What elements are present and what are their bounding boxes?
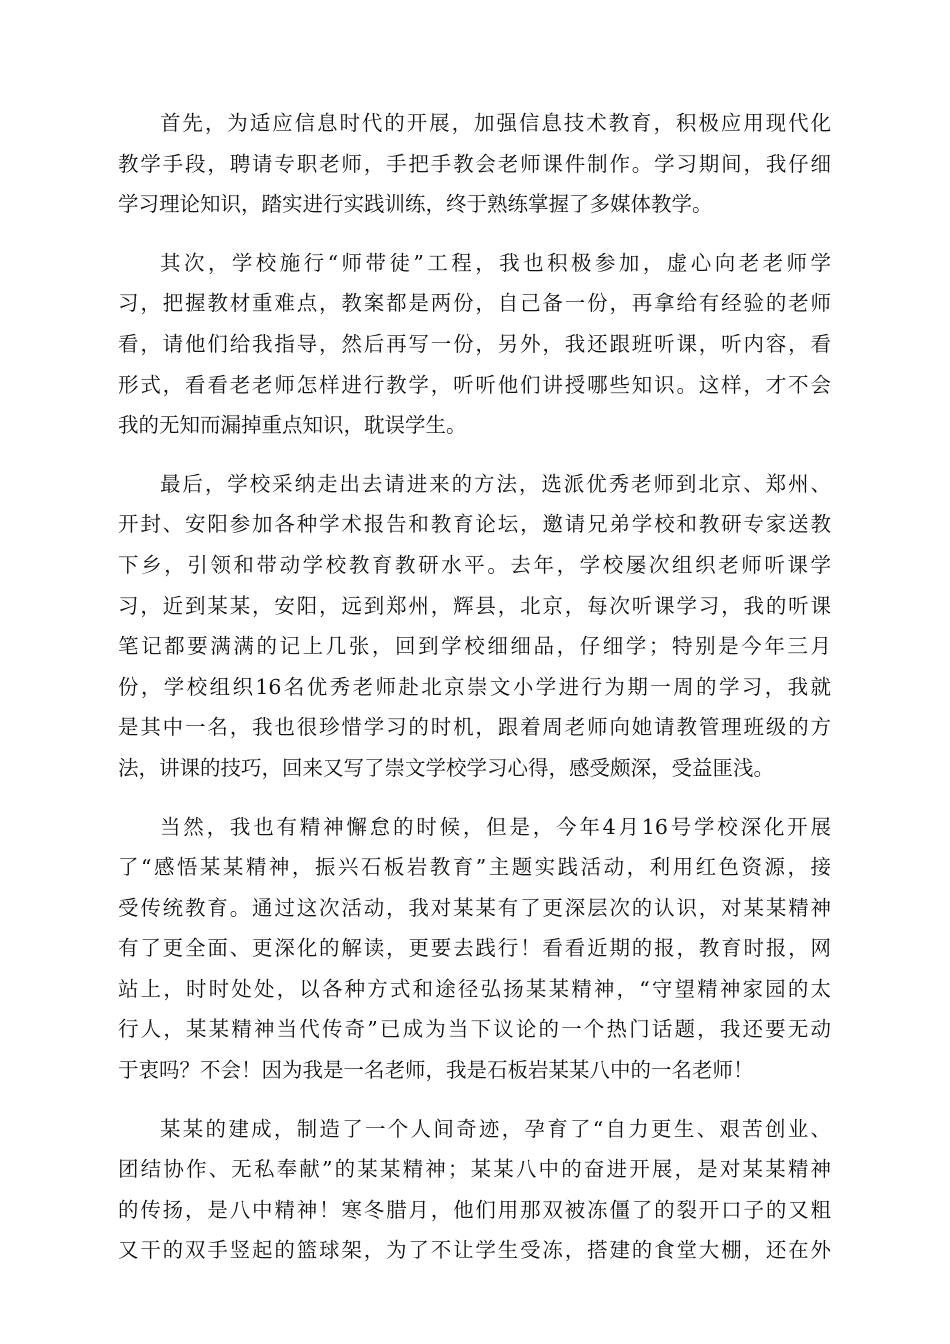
text-line: 笔记都要满满的记上几张，回到学校细细品，仔细学；特别是今年三月 [118, 634, 831, 659]
text-line: 最后，学校采纳走出去请进来的方法，选派优秀老师到北京、郑州、 [160, 471, 831, 496]
text-line: 的传扬，是八中精神！寒冬腊月，他们用那双被冻僵了的裂开口子的又粗 [118, 1197, 831, 1222]
text-line: 于衷吗？不会！因为我是一名老师，我是石板岩某某八中的一名老师！ [118, 1058, 754, 1083]
text-line: 学习理论知识，踏实进行实践训练，终于熟练掌握了多媒体教学。 [118, 192, 713, 217]
text-line: 某某的建成，制造了一个人间奇迹，孕育了“自力更生、艰苦创业、 [160, 1116, 831, 1141]
text-line: 习，近到某某，安阳，远到郑州，辉县，北京，每次听课学习，我的听课 [118, 593, 831, 618]
text-line: 我的无知而漏掉重点知识，耽误学生。 [118, 413, 467, 438]
text-line: 看，请他们给我指导，然后再写一份，另外，我还跟班听课，听内容，看 [118, 331, 831, 356]
text-line: 又干的双手竖起的篮球架，为了不让学生受冻，搭建的食堂大棚，还在外 [118, 1238, 831, 1263]
text-line: 了“感悟某某精神，振兴石板岩教育”主题实践活动，利用红色资源，接 [118, 855, 831, 880]
text-line: 下乡，引领和带动学校教育教研水平。去年，学校屡次组织老师听课学 [118, 552, 831, 577]
text-line: 当然，我也有精神懈怠的时候，但是，今年4月16号学校深化开展 [160, 814, 831, 839]
text-line: 法，讲课的技巧，回来又写了崇文学校学习心得，感受颇深，受益匪浅。 [118, 755, 774, 780]
document-body [118, 103, 831, 1289]
text-line: 有了更全面、更深化的解读，更要去践行！看看近期的报，教育时报，网 [118, 936, 831, 961]
text-line: 其次，学校施行“师带徒”工程，我也积极参加，虚心向老老师学 [160, 250, 831, 275]
paragraph-5 [118, 1109, 831, 1271]
text-line: 首先，为适应信息时代的开展，加强信息技术教育，积极应用现代化 [160, 111, 831, 135]
paragraph-4 [118, 807, 831, 1091]
text-line: 形式，看看老老师怎样进行教学，听听他们讲授哪些知识。这样，才不会 [118, 372, 831, 397]
text-line: 习，把握教材重难点，教案都是两份，自己备一份，再拿给有经验的老师 [118, 291, 831, 316]
text-line: 开封、安阳参加各种学术报告和教育论坛，邀请兄弟学校和教研专家送教 [118, 512, 831, 537]
text-line: 份，学校组织16名优秀老师赴北京崇文小学进行为期一周的学习，我就 [118, 674, 831, 699]
text-line: 团结协作、无私奉献”的某某精神；某某八中的奋进开展，是对某某精神 [118, 1157, 831, 1182]
text-line: 站上，时时处处，以各种方式和途径弘扬某某精神，“守望精神家园的太 [118, 976, 831, 1001]
text-line: 是其中一名，我也很珍惜学习的时机，跟着周老师向她请教管理班级的方 [118, 715, 831, 740]
text-line: 教学手段，聘请专职老师，手把手教会老师课件制作。学习期间，我仔细 [118, 151, 831, 176]
text-line: 受传统教育。通过这次活动，我对某某有了更深层次的认识，对某某精神 [118, 895, 831, 920]
text-line: 行人，某某精神当代传奇”已成为当下议论的一个热门话题，我还要无动 [118, 1017, 831, 1042]
paragraph-2 [118, 243, 831, 446]
paragraph-3 [118, 464, 831, 789]
paragraph-1 [118, 103, 831, 225]
